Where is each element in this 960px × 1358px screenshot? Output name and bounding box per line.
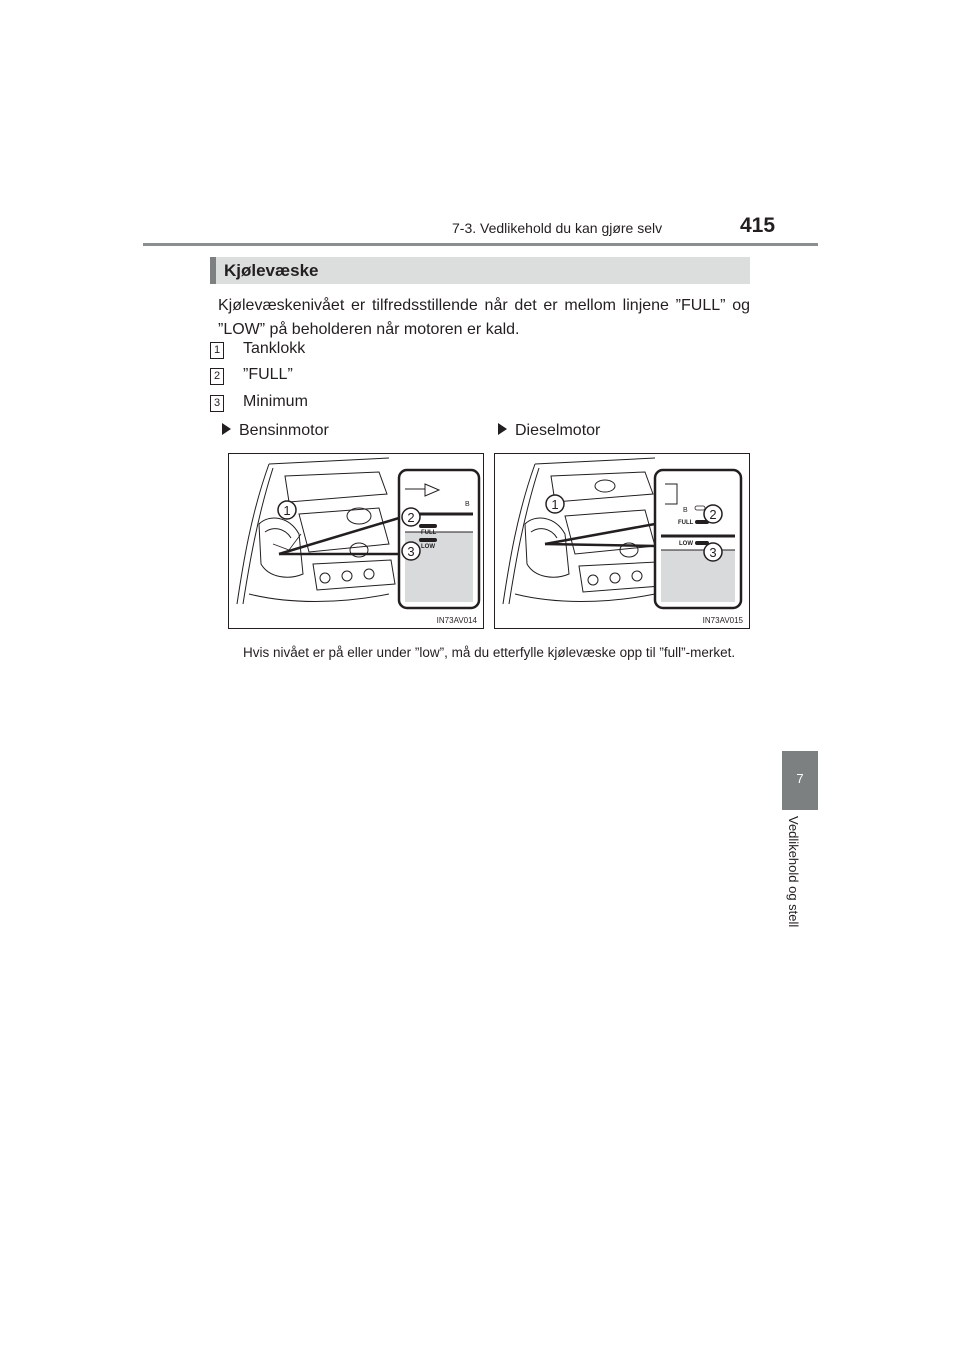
low-mark-label: LOW: [421, 544, 435, 550]
variant-caption-text: Bensinmotor: [239, 422, 329, 439]
full-mark-label: FULL: [678, 520, 694, 526]
intro-paragraph: Kjølevæskenivået er tilfredsstillende når det er mellom linjene ”FULL” og ”LOW” på beholderen når motoren er kald.: [218, 297, 750, 338]
page-header-section: 7-3. Vedlikehold du kan gjøre selv: [452, 220, 663, 236]
chapter-side-title: Vedlikehold og stell: [786, 816, 801, 928]
callout-2: 2: [407, 510, 415, 525]
b-mark-label: B: [683, 507, 688, 514]
callout-1: 1: [551, 497, 559, 512]
variant-caption-diesel: [498, 422, 600, 440]
figure-code: IN73AV015: [702, 616, 743, 625]
triangle-bullet-icon: [498, 423, 507, 435]
legend-number-badge: 3: [210, 395, 224, 412]
b-mark-label: B: [465, 501, 470, 508]
figure-diesel-engine: [494, 453, 750, 629]
section-title: Kjølevæske: [224, 261, 319, 280]
engine-bay-illustration: [229, 454, 483, 628]
variant-caption-petrol: [222, 422, 329, 440]
callout-1: 1: [283, 503, 291, 518]
engine-bay-illustration: [495, 454, 749, 628]
legend-number-badge: 1: [210, 342, 224, 359]
chapter-side-tab: [782, 751, 818, 810]
legend-text: Minimum: [243, 393, 308, 410]
full-mark-label: FULL: [421, 530, 437, 536]
page-number: 415: [740, 214, 776, 237]
section-heading-accent: [210, 257, 216, 284]
triangle-bullet-icon: [222, 423, 231, 435]
callout-2: 2: [709, 507, 717, 522]
legend-text: ”FULL”: [243, 366, 293, 383]
variant-caption-text: Dieselmotor: [515, 422, 601, 439]
chapter-number: 7: [796, 771, 804, 786]
legend-text: Tanklokk: [243, 340, 306, 357]
callout-3: 3: [709, 545, 717, 560]
low-mark-label: LOW: [679, 541, 693, 547]
figure-petrol-engine: [228, 453, 484, 629]
legend-number-badge: 2: [210, 368, 224, 385]
header-divider: [143, 243, 818, 246]
callout-3: 3: [407, 544, 415, 559]
note-paragraph: Hvis nivået er på eller under ”low”, må du etterfylle kjølevæske opp til ”full”-merket.: [243, 645, 736, 660]
section-heading-bar: [210, 257, 750, 284]
figure-code: IN73AV014: [436, 616, 477, 625]
